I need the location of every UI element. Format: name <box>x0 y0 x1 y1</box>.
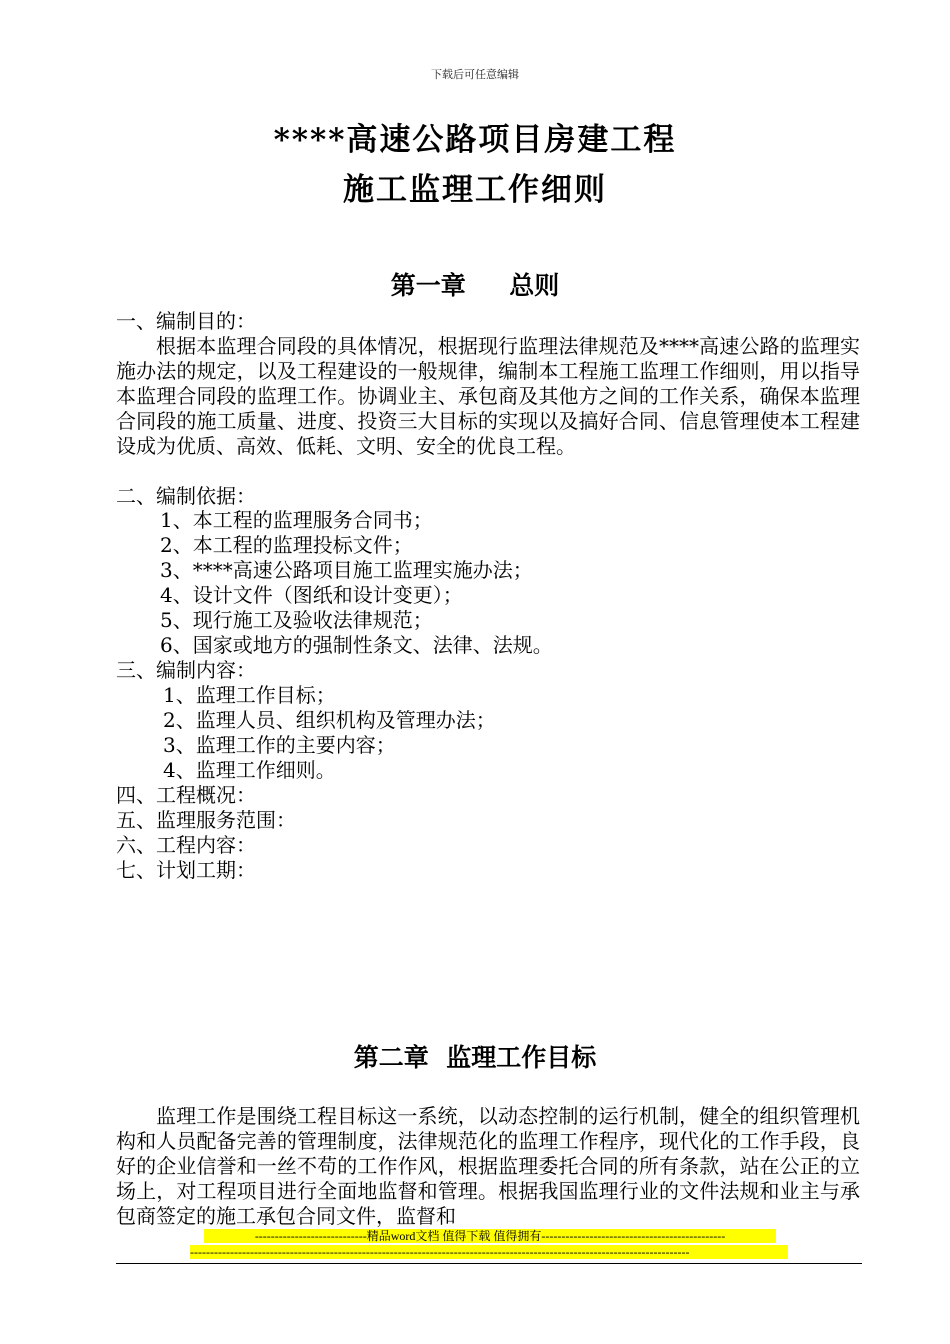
section-5-heading: 五、监理服务范围： <box>116 808 296 832</box>
section-1-heading: 一、编制目的： <box>116 309 256 333</box>
list-item: 3、****高速公路项目施工监理实施办法； <box>160 558 533 582</box>
section-7-heading: 七、计划工期： <box>116 858 256 882</box>
header-note: 下载后可任意编辑 <box>431 68 519 81</box>
document-title-line-1: ****高速公路项目房建工程 <box>273 122 677 158</box>
list-item: 2、监理人员、组织机构及管理办法； <box>163 708 496 732</box>
footer-banner-line-1: ----------------------------精品word文档 值得下载 值得拥有---------------------------------------------- <box>204 1229 776 1243</box>
list-item: 1、本工程的监理服务合同书； <box>160 508 433 532</box>
chapter-1-heading: 第一章 总则 <box>390 271 560 300</box>
list-item: 4、监理工作细则。 <box>163 758 336 782</box>
list-item: 2、本工程的监理投标文件； <box>160 533 413 557</box>
document-title-line-2: 施工监理工作细则 <box>343 172 607 208</box>
list-item: 3、监理工作的主要内容； <box>163 733 396 757</box>
footer-rule <box>116 1263 862 1264</box>
list-item: 1、监理工作目标； <box>163 683 336 707</box>
footer-banner-line-2: ----------------------------------------------------------------------------------------------------------------------------- <box>190 1245 788 1259</box>
section-2-heading: 二、编制依据： <box>116 484 256 508</box>
section-4-heading: 四、工程概况： <box>116 783 256 807</box>
list-item: 6、国家或地方的强制性条文、法律、法规。 <box>160 633 553 657</box>
chapter-2-heading: 第二章 监理工作目标 <box>353 1043 597 1072</box>
list-item: 5、现行施工及验收法律规范； <box>160 608 433 632</box>
section-3-heading: 三、编制内容： <box>116 658 256 682</box>
list-item: 4、设计文件（图纸和设计变更）； <box>160 583 463 607</box>
section-6-heading: 六、工程内容： <box>116 833 256 857</box>
chapter-2-paragraph: 监理工作是围绕工程目标这一系统，以动态控制的运行机制，健全的组织管理机构和人员配备完善的管理制度，法律规范化的监理工作程序，现代化的工作手段，良好的企业信誉和一丝不苟的工作作风，根据监理委托合同的所有条款，站在公正的立场上，对工程项目进行全面地监督和管理。根据我国监理行业的文件法规和业主与承包商签定的施工承包合同文件，监督和 <box>116 1104 860 1228</box>
section-1-paragraph: 根据本监理合同段的具体情况，根据现行监理法律规范及****高速公路的监理实施办法的规定，以及工程建设的一般规律，编制本工程施工监理工作细则，用以指导本监理合同段的监理工作。协调业主、承包商及其他方之间的工作关系，确保本监理合同段的施工质量、进度、投资三大目标的实现以及搞好合同、信息管理使本工程建设成为优质、高效、低耗、文明、安全的优良工程。 <box>116 334 860 458</box>
